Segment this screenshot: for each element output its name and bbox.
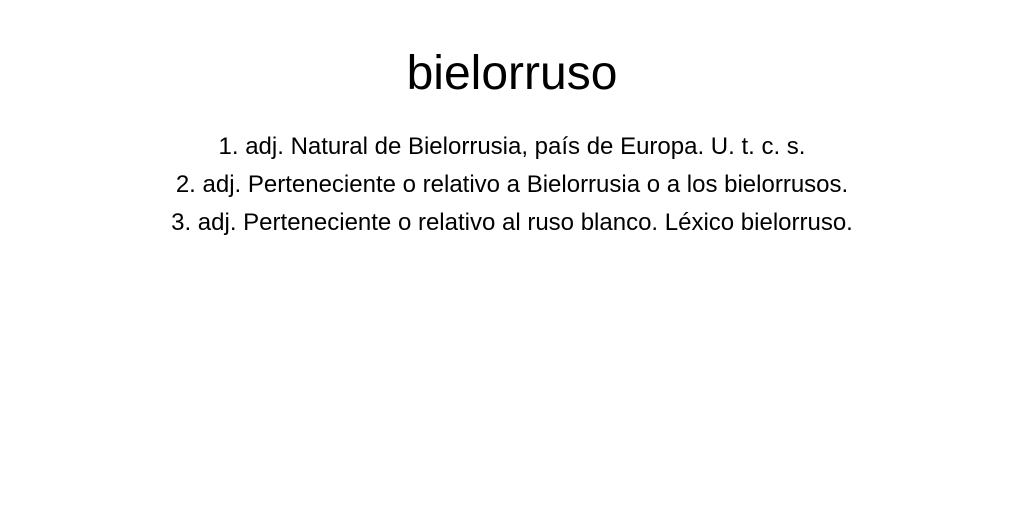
definition-3: 3. adj. Perteneciente o relativo al ruso blanco. Léxico bielorruso. xyxy=(171,209,853,236)
headword: bielorruso xyxy=(406,47,618,100)
definition-1: 1. adj. Natural de Bielorrusia, país de Europa. U. t. c. s. xyxy=(218,133,806,160)
definition-2: 2. adj. Perteneciente o relativo a Bielorrusia o a los bielorrusos. xyxy=(175,171,849,198)
definition-list xyxy=(0,128,1024,242)
